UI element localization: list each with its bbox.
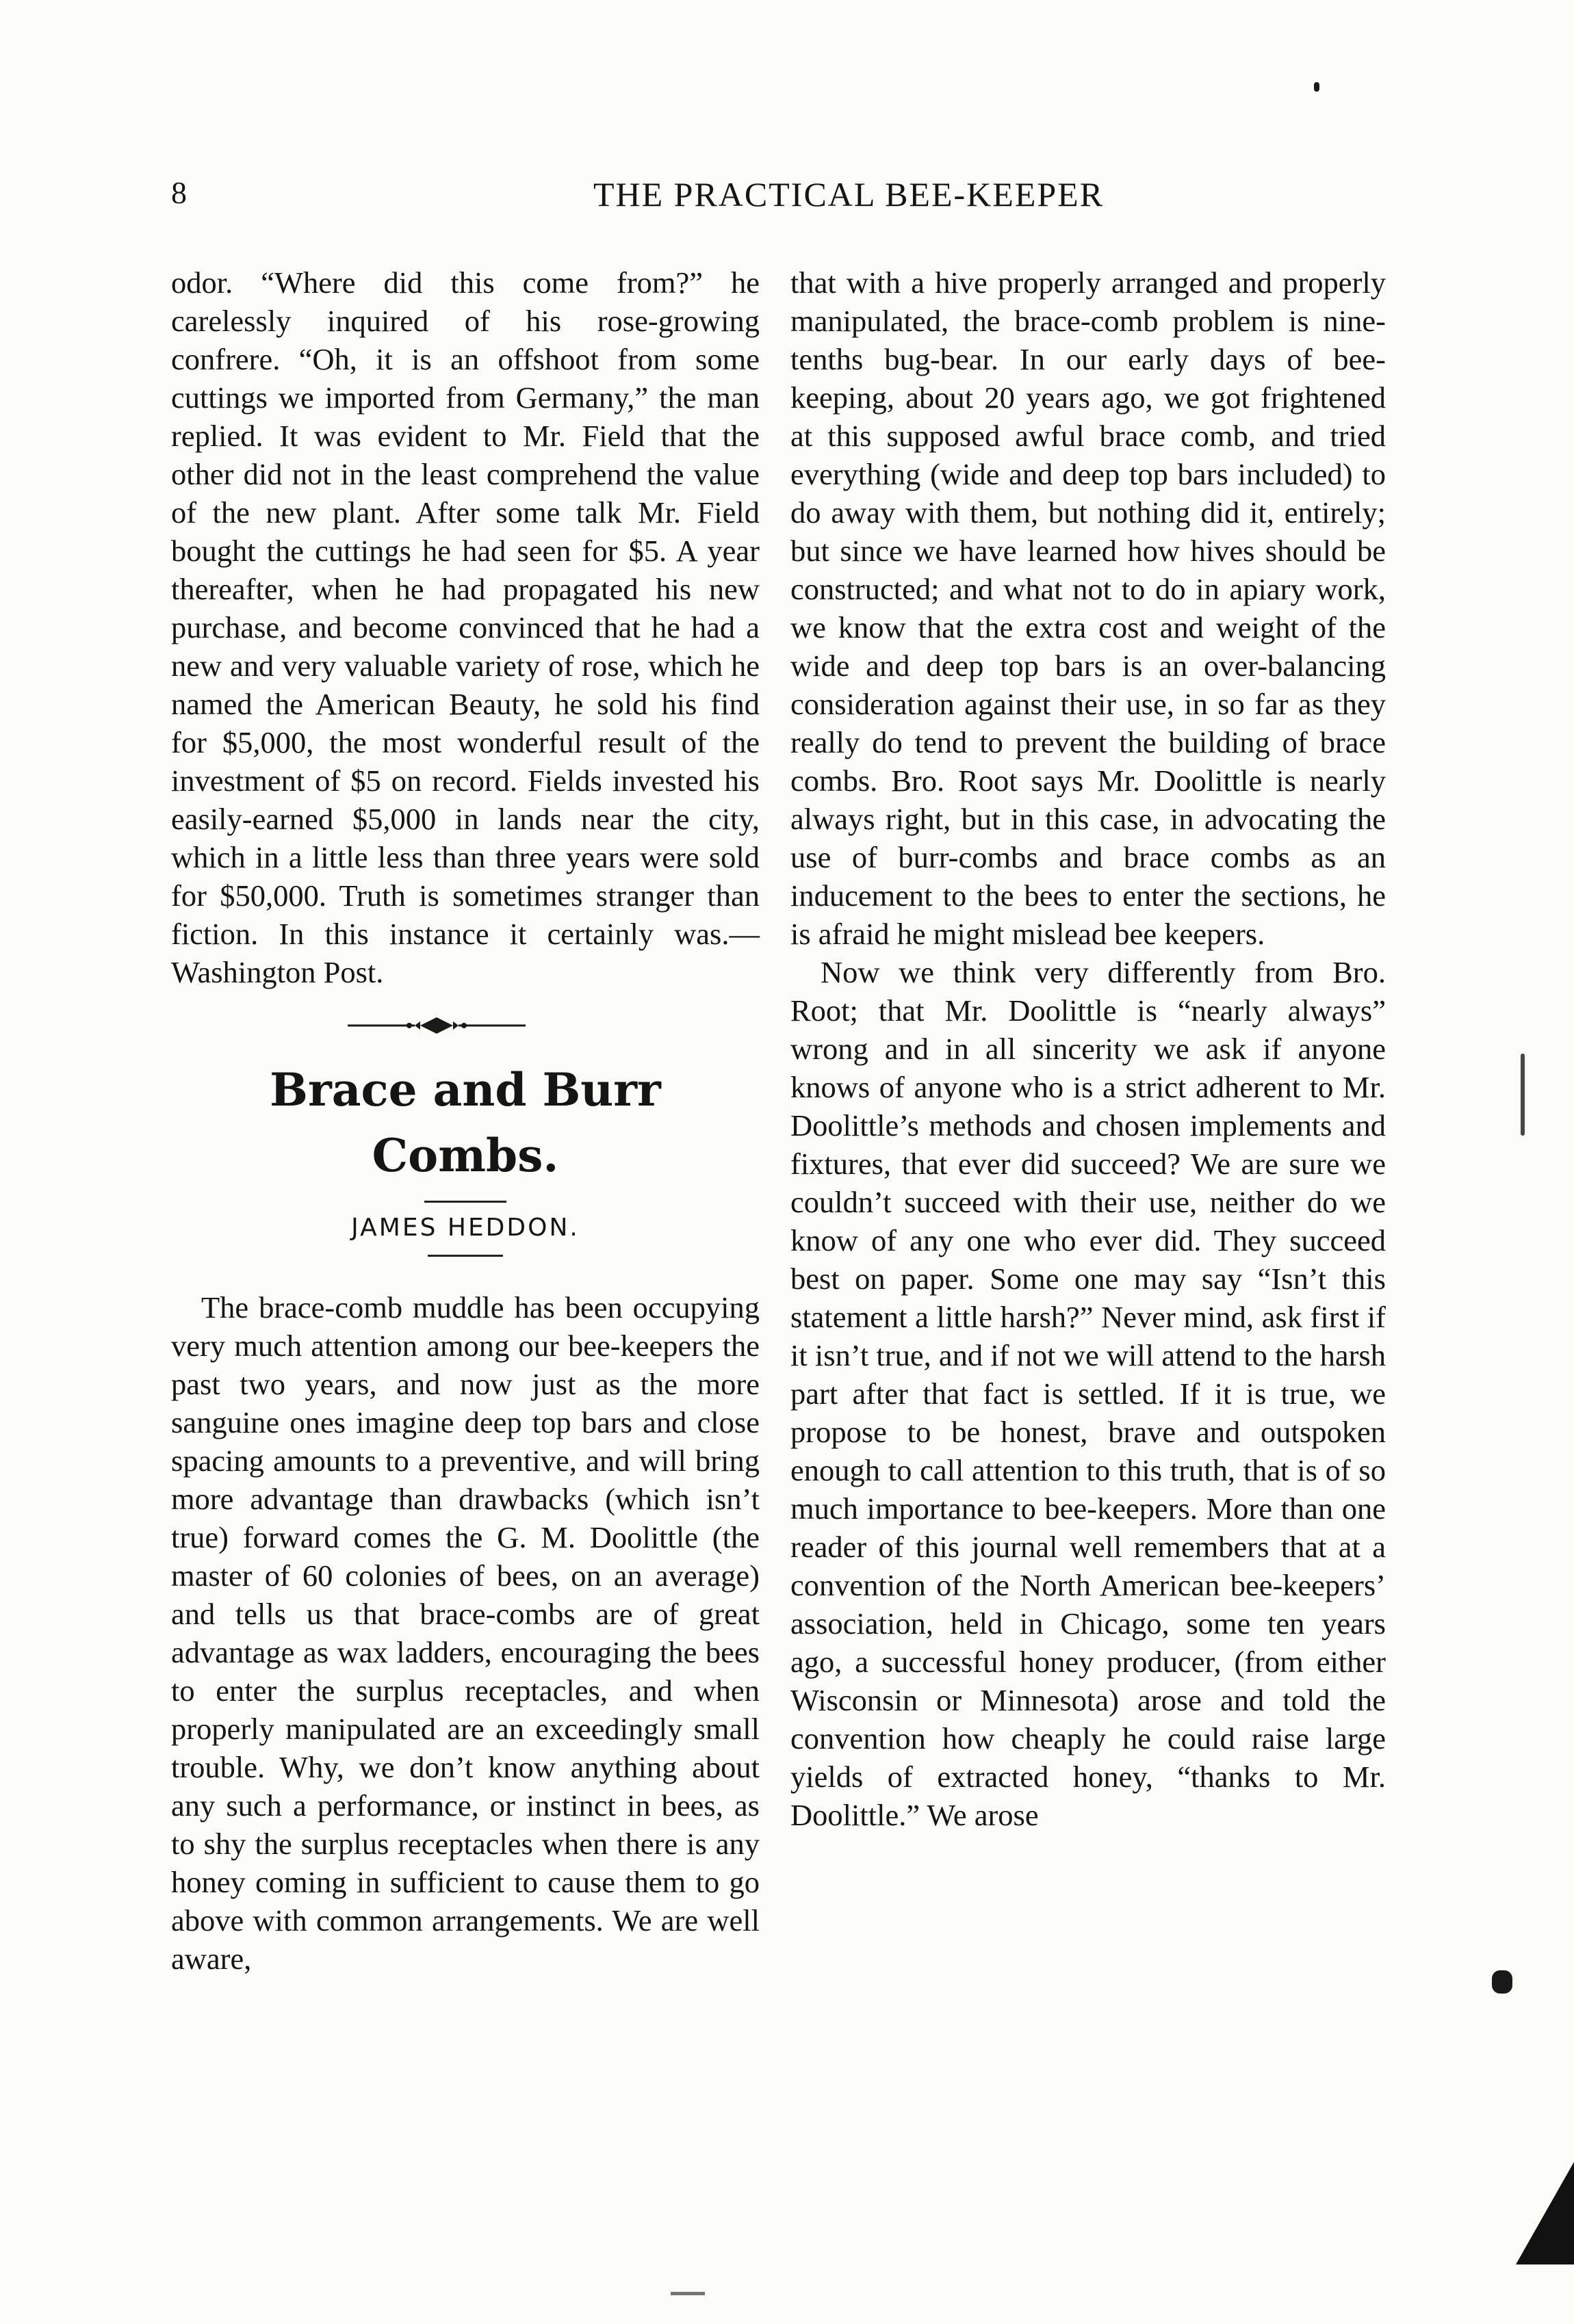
ornamental-divider (171, 1009, 760, 1047)
journal-title: THE PRACTICAL BEE-KEEPER (593, 175, 1105, 213)
article-body-start: The brace-comb muddle has been occupying very much attention among our bee-keepers the past two years, and now just as the more sanguine ones imagine deep top bars and close spacing amounts to a preventive, and will bring more advantage than drawbacks (which isn’t true) forward comes the G. M. Doolittle (the master of 60 colonies of bees, on an average) and tells us that brace-combs are of great advantage as wax ladders, encouraging the bees to enter the surplus receptacles, and when properly manipulated are an exceedingly small trouble. Why, we don’t know anything about any such a performance, or instinct in bees, as to shy the surplus receptacles when there is any honey coming in sufficient to cause them to go above with common arrangements. We are well aware, (171, 1290, 760, 1976)
article-paragraph-1: that with a hive properly arranged and properly manipulated, the brace-comb problem is nine-tenths bug-bear. In our early days of bee-keeping, about 20 years ago, we got frightened at this supposed awful brace comb, and tried everything (wide and deep top bars included) to do away with them, but nothing did it, entirely; but since we have learned how hives should be constructed; and what not to do in apiary work, we know that the extra cost and weight of the wide and deep top bars is an over-balancing consideration against their use, in so far as they really do tend to prevent the building of brace combs. Bro. Root says Mr. Doolittle is nearly always right, but in this case, in advocating the use of burr-combs and brace combs as an inducement to the bees to enter the sections, he is afraid he might mislead bee keepers. (790, 265, 1386, 951)
ornament-icon (334, 1012, 539, 1039)
title-rule (424, 1201, 506, 1203)
margin-blot (1492, 1970, 1512, 1994)
article-paragraph-2: Now we think very differently from Bro. Root; that Mr. Doolittle is “nearly always” wrong and in all sincerity we ask if anyone knows of anyone who is a strict adherent to Mr. Doolittle’s methods and chosen implements and fixtures, that ever did succeed? We are sure we couldn’t succeed with their use, neither do we know of any one who ever did. They succeed best on paper. Some one may say “Isn’t this statement a little harsh?” Never mind, ask first if it isn’t true, and if not we will attend to the harsh part after that fact is settled. If it is true, we propose to be honest, brave and outspoken enough to call attention to this truth, that is of so much importance to bee-keepers. More than one reader of this journal well remembers that at a convention of the North American bee-keepers’ association, held in Chicago, some ten years ago, a successful honey producer, (from either Wisconsin or Minnesota) arose and told the convention how cheaply he could raise large yields of extracted honey, “thanks to Mr. Doolittle.” We arose (790, 955, 1386, 1832)
running-head (171, 174, 1403, 222)
right-column (790, 263, 1386, 1834)
byline-rule (428, 1255, 503, 1257)
article-title: Brace and Burr Combs. (270, 1063, 661, 1182)
page-number: 8 (171, 175, 187, 210)
author-byline: JAMES HEDDON. (351, 1214, 580, 1242)
corner-shadow (1516, 2162, 1574, 2264)
margin-mark (1314, 82, 1319, 92)
footer-mark (671, 2292, 705, 2295)
story-continuation: odor. “Where did this come from?” he carelessly inquired of his rose-growing confrere. “Oh, it is an offshoot from some cuttings we imported from Germany,” the man replied. It was evident to Mr. Field that the other did not in the least comprehend the value of the new plant. After some talk Mr. Field bought the cuttings he had seen for $5. A year thereafter, when he had propagated his new purchase, and become convinced that he had a new and very valuable variety of rose, which he named the American Beauty, he sold his find for $5,000, the most wonderful result of the investment of $5 on record. Fields invested his easily-earned $5,000 in lands near the city, which in a little less than three years were sold for $50,000. Truth is sometimes stranger than fiction. In this instance it certainly was.—Washington Post. (171, 265, 760, 989)
left-column (171, 263, 760, 1978)
margin-bracket (1521, 1054, 1525, 1136)
